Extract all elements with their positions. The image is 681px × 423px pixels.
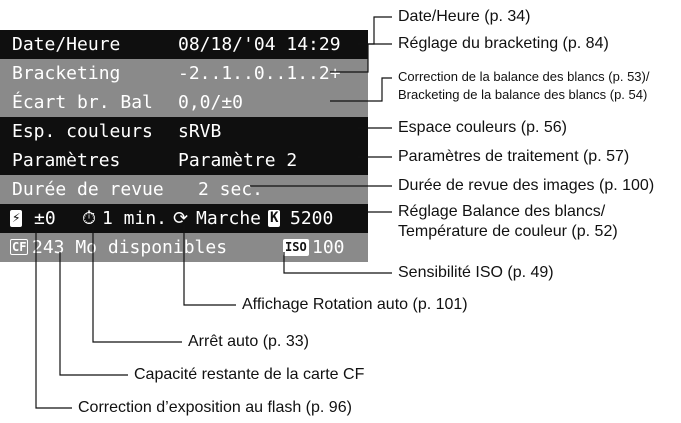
review-label: Durée de revue	[12, 179, 164, 200]
callout-bracketing: Réglage du bracketing (p. 84)	[398, 35, 609, 52]
parameters-label: Paramètres	[12, 150, 121, 171]
leader-cf	[60, 252, 128, 375]
kelvin-value: 5200	[290, 208, 334, 229]
iso-chip: ISO	[285, 240, 307, 254]
colorspace-value: sRVB	[178, 121, 222, 142]
datetime-label: Date/Heure	[12, 34, 121, 55]
callout-auto-off: Arrêt auto (p. 33)	[188, 333, 309, 350]
leader-auto-off	[93, 224, 182, 342]
rotate-value: Marche	[196, 208, 262, 229]
kelvin-chip: K	[270, 210, 279, 226]
parameters-value: Paramètre 2	[178, 150, 298, 171]
flash-comp-icon: ⚡	[12, 210, 21, 226]
auto-off-icon: ⏱	[82, 208, 97, 229]
wb-shift-label: Écart br. Bal	[12, 92, 153, 113]
leader-datetime	[358, 17, 392, 44]
callout-datetime: Date/Heure (p. 34)	[398, 8, 531, 25]
flash-comp-value: ±0	[34, 208, 56, 229]
leader-bracketing	[330, 44, 392, 72]
callout-wb-setting: Réglage Balance des blancs/	[398, 203, 606, 220]
callout-review: Durée de revue des images (p. 100)	[398, 177, 655, 194]
leader-rotate	[184, 224, 236, 305]
auto-off-value: 1 min.	[102, 208, 168, 229]
callout-color-temp: Température de couleur (p. 52)	[398, 223, 618, 240]
callout-colorspace: Espace couleurs (p. 56)	[398, 119, 567, 136]
wb-shift-value: 0,0/±0	[178, 92, 244, 113]
leader-flash	[36, 224, 72, 408]
callout-processing: Paramètres de traitement (p. 57)	[398, 148, 630, 165]
leader-wb	[330, 78, 392, 101]
datetime-value: 08/18/'04 14:29	[178, 34, 341, 55]
review-value: 2 sec.	[198, 179, 264, 200]
cf-capacity-value: 243 Mo disponibles	[32, 237, 228, 258]
callout-rotate: Affichage Rotation auto (p. 101)	[242, 296, 468, 313]
bracketing-label: Bracketing	[12, 63, 121, 84]
rotate-icon: ⟳	[173, 208, 189, 229]
cf-card-icon: CF	[12, 240, 27, 254]
callout-iso: Sensibilité ISO (p. 49)	[398, 264, 554, 281]
colorspace-label: Esp. couleurs	[12, 121, 153, 142]
leader-iso	[284, 252, 392, 273]
callout-wb-bracketing: Bracketing de la balance des blancs (p. 54)	[398, 87, 648, 102]
callout-flash-comp: Correction d’exposition au flash (p. 96)	[78, 399, 352, 416]
callout-cf-capacity: Capacité restante de la carte CF	[134, 366, 365, 383]
bracketing-value: -2..1..0..1..2+	[178, 63, 341, 84]
callout-wb-correction: Correction de la balance des blancs (p. 53)/	[398, 69, 650, 84]
iso-value: 100	[312, 237, 345, 258]
